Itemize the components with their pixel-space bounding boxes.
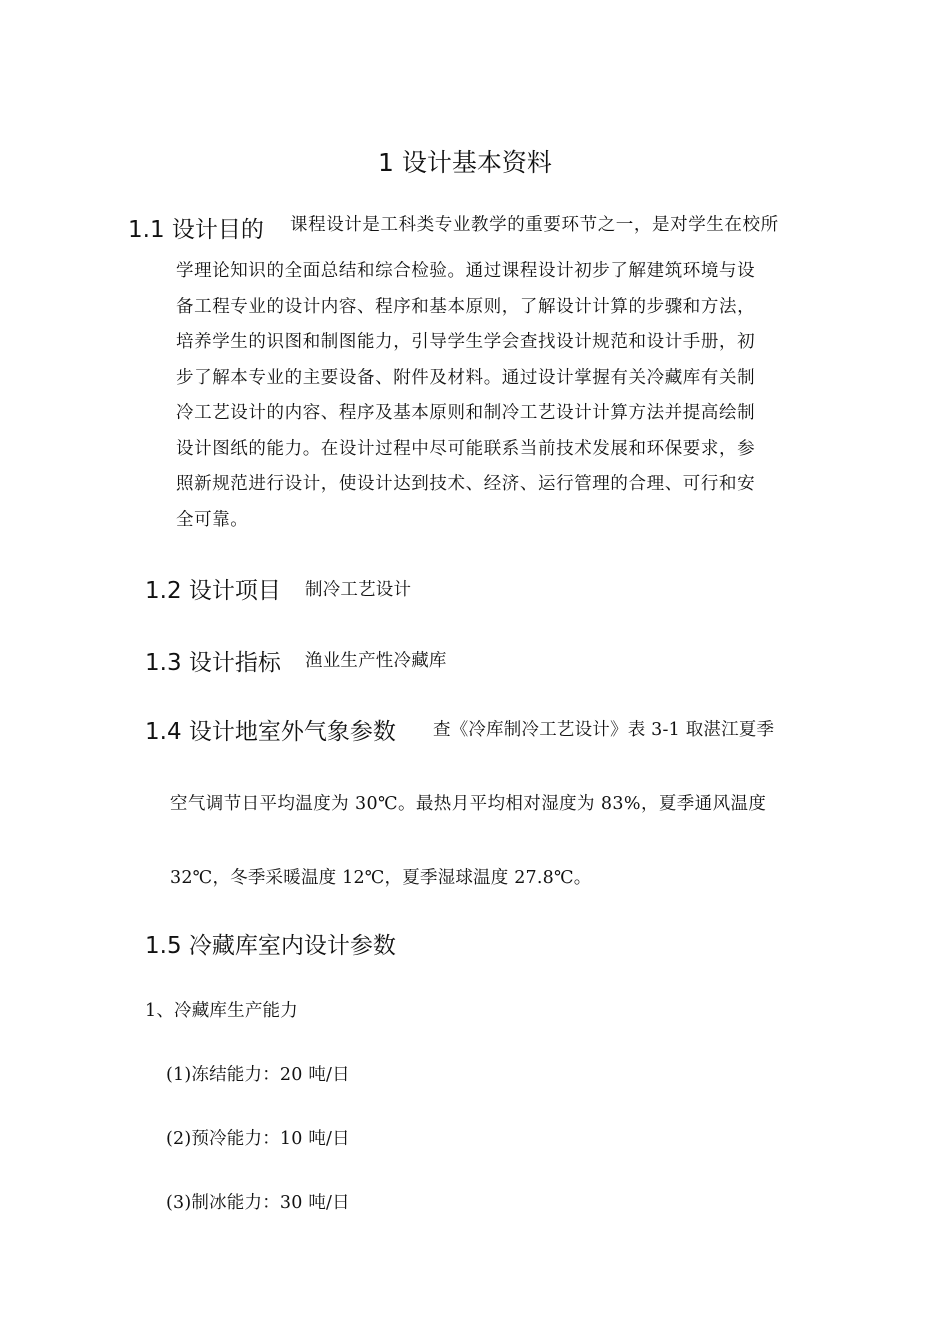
chapter-title: 1 设计基本资料 [378,148,552,177]
section-1-1-first-line: 课程设计是工科类专业教学的重要环节之一，是对学生在校所 [290,215,779,235]
paragraph-line: 冷工艺设计的内容、程序及基本原则和制冷工艺设计计算方法并提高绘制 [176,403,756,423]
paragraph-line: 培养学生的识图和制图能力，引导学生学会查找设计规范和设计手册，初 [176,332,756,352]
paragraph-line: 全可靠。 [176,509,249,530]
section-1-1-paragraph [176,254,808,538]
paragraph-line: 学理论知识的全面总结和综合检验。通过课程设计初步了解建筑环境与设 [176,261,756,281]
section-1-1-heading: 1.1 设计目的 [128,217,264,243]
paragraph-line: 设计图纸的能力。在设计过程中尽可能联系当前技术发展和环保要求，参 [176,438,756,459]
paragraph-line: 照新规范进行设计，使设计达到技术、经济、运行管理的合理、可行和安 [176,474,756,494]
section-1-5-heading: 1.5 冷藏库室内设计参数 [145,933,396,959]
section-1-4-line-2: 空气调节日平均温度为 30℃。最热月平均相对湿度为 83%，夏季通风温度 [170,794,767,814]
paragraph-line: 备工程专业的设计内容、程序和基本原则，了解设计计算的步骤和方法， [176,296,756,317]
capacity-icemaking: (3)制冰能力：30 吨/日 [166,1193,350,1213]
paragraph-line: 步了解本专业的主要设备、附件及材料。通过设计掌握有关冷藏库有关制 [176,367,756,388]
section-1-4-heading: 1.4 设计地室外气象参数 [145,719,396,745]
section-1-2-text: 制冷工艺设计 [305,580,412,600]
section-1-5-item-1: 1、冷藏库生产能力 [145,1001,298,1021]
capacity-precooling: (2)预冷能力：10 吨/日 [166,1129,350,1149]
section-1-2-heading: 1.2 设计项目 [145,578,281,604]
section-1-4-line-3: 32℃，冬季采暖温度 12℃，夏季湿球温度 27.8℃。 [170,868,592,888]
section-1-3-heading: 1.3 设计指标 [145,650,281,676]
capacity-freezing: (1)冻结能力：20 吨/日 [166,1065,350,1085]
section-1-4-first-line: 查《冷库制冷工艺设计》表 3-1 取湛江夏季 [433,720,775,740]
section-1-3-text: 渔业生产性冷藏库 [305,651,447,671]
